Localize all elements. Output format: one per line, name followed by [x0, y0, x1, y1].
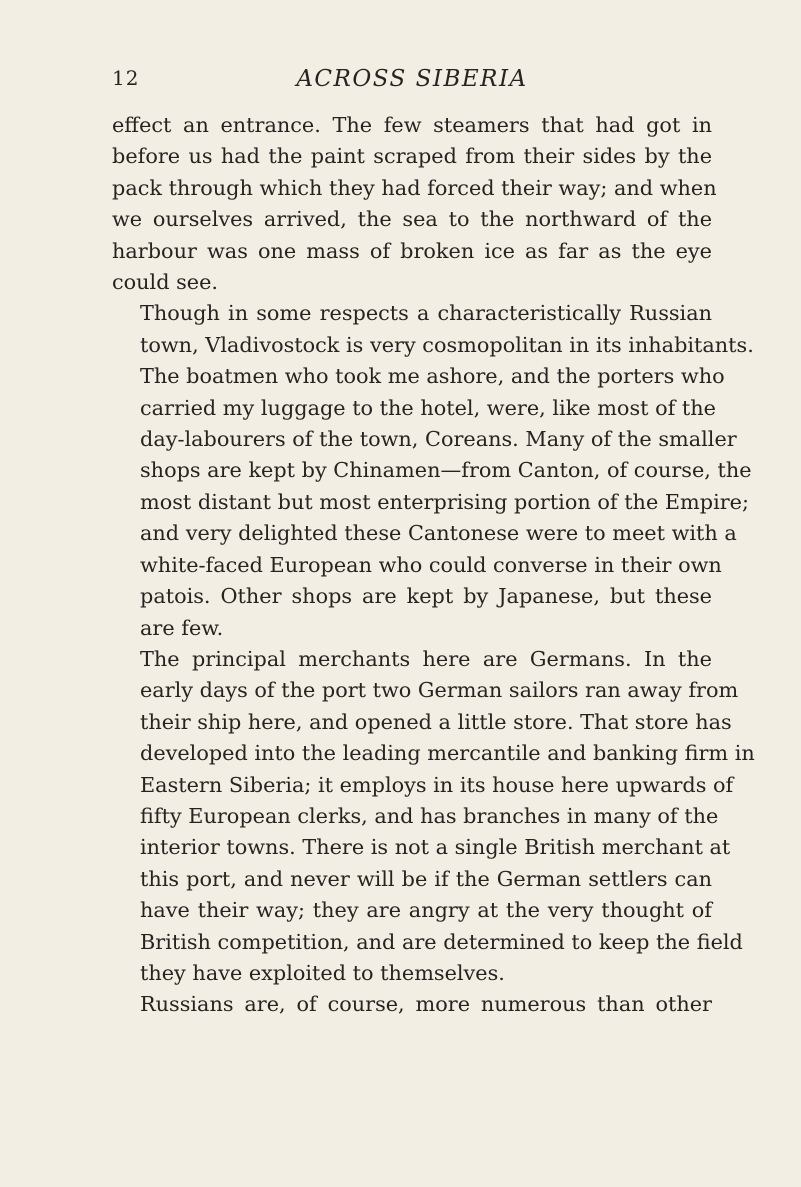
text-line: carried my luggage to the hotel, were, like most of the [140, 395, 716, 420]
text-line: British competition, and are determined to keep the field [140, 929, 743, 954]
paragraph [112, 298, 754, 643]
text-line: Though in some respects a characteristically Russian [140, 301, 712, 326]
text-line: town, Vladivostock is very cosmopolitan in its inhabitants. [140, 332, 754, 357]
text-line: they have exploited to themselves. [140, 960, 505, 985]
text-line: patois. Other shops are kept by Japanese, but these [140, 584, 712, 609]
text-line: white-faced European who could converse in their own [140, 552, 722, 577]
text-line: day-labourers of the town, Coreans. Many of the smaller [140, 427, 737, 452]
text-line: The boatmen who took me ashore, and the porters who [140, 364, 725, 389]
text-line: shops are kept by Chinamen—from Canton, of course, the [140, 458, 752, 483]
text-line: harbour was one mass of broken ice as far as the eye [112, 238, 712, 263]
text-line: we ourselves arrived, the sea to the northward of the [112, 207, 712, 232]
text-line: effect an entrance. The few steamers that had got in [112, 113, 712, 137]
running-head [112, 66, 712, 96]
text-line: and very delighted these Cantonese were to meet with a [140, 521, 737, 546]
text-line: The principal merchants here are Germans. In the [140, 646, 712, 671]
text-line: fifty European clerks, and has branches in many of the [140, 803, 719, 828]
text-line: are few. [140, 615, 224, 640]
paragraph [112, 644, 755, 989]
body-text [112, 110, 755, 1021]
paragraph [112, 110, 717, 298]
text-line: Eastern Siberia; it employs in its house here upwards of [140, 772, 734, 797]
text-line: developed into the leading mercantile and banking firm in [140, 741, 755, 766]
running-title: ACROSS SIBERIA [296, 66, 528, 92]
text-line: this port, and never will be if the German settlers can [140, 866, 712, 891]
text-line: Russians are, of course, more numerous than other [140, 992, 712, 1017]
text-line: interior towns. There is not a single British merchant at [140, 835, 731, 860]
paragraph [112, 989, 712, 1020]
text-line: early days of the port two German sailors ran away from [140, 678, 739, 703]
text-line: have their way; they are angry at the very thought of [140, 898, 712, 923]
page-number: 12 [112, 66, 140, 90]
text-line: could see. [112, 270, 219, 295]
text-line: their ship here, and opened a little store. That store has [140, 709, 732, 734]
text-line: pack through which they had forced their way; and when [112, 175, 717, 200]
text-line: before us had the paint scraped from their sides by the [112, 144, 712, 169]
text-line: most distant but most enterprising portion of the Empire; [140, 489, 749, 514]
